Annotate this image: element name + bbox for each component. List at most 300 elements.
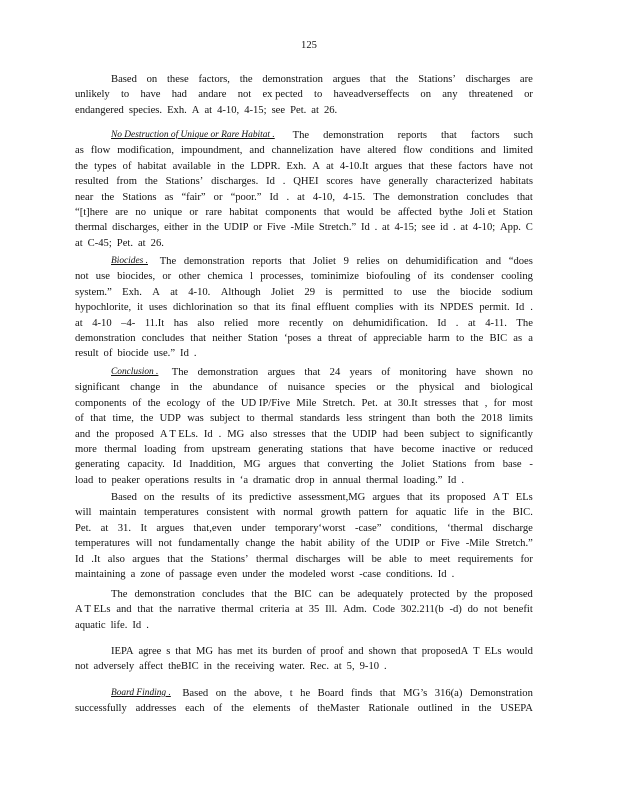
word: is <box>325 286 333 298</box>
word: be <box>340 589 351 600</box>
word: system.” <box>75 286 112 298</box>
word: its <box>424 302 435 314</box>
text-line <box>75 457 533 472</box>
word: Id <box>172 459 182 471</box>
word: . <box>384 661 387 673</box>
word: Id <box>266 176 275 188</box>
word: temporary‘worst <box>274 522 346 534</box>
word: in <box>193 222 202 234</box>
word: uses <box>148 302 168 314</box>
word: complies <box>355 302 394 314</box>
word: see <box>421 222 436 234</box>
word: the <box>147 397 161 409</box>
word: successfully <box>75 703 127 715</box>
word: assessment,MG <box>298 492 366 503</box>
word: of <box>381 367 391 378</box>
word: biocide <box>460 286 492 298</box>
word: ‘poses <box>283 332 312 344</box>
word: -Mile <box>290 222 315 234</box>
word: result <box>75 348 99 360</box>
text-line <box>75 190 533 205</box>
word: relies <box>356 256 380 267</box>
word: Exh. <box>286 160 307 172</box>
word: passage <box>179 568 213 580</box>
word: on <box>332 317 344 329</box>
word: argues <box>156 522 184 534</box>
word: finds <box>351 688 373 699</box>
word: threatened <box>468 89 513 101</box>
text-line <box>75 300 533 315</box>
word: load <box>75 474 94 486</box>
word: that <box>137 604 154 616</box>
word: the <box>96 428 110 440</box>
word: have <box>493 160 514 172</box>
word: sodium <box>501 286 533 298</box>
section-heading: Biocides . <box>111 256 148 266</box>
word: has <box>173 317 188 329</box>
word: the <box>144 176 158 188</box>
word: that <box>303 459 320 471</box>
word: Id <box>437 317 447 329</box>
word: biofouling <box>366 271 411 283</box>
word: the <box>206 222 219 234</box>
word: condenser <box>450 271 494 283</box>
word: processes, <box>260 271 304 283</box>
word: are <box>519 74 533 85</box>
word: as <box>513 332 523 344</box>
word: scores <box>326 176 353 188</box>
word: 11.It <box>144 317 165 329</box>
word: ELs <box>484 646 502 657</box>
word: The <box>516 317 533 329</box>
word: hypochlorite, <box>75 302 132 314</box>
word: for <box>520 553 533 565</box>
word: or <box>162 271 172 283</box>
word: demonstration <box>397 191 459 203</box>
word: UDP <box>159 413 181 425</box>
word: or <box>213 191 223 203</box>
word: that <box>175 646 192 657</box>
word: at <box>170 286 178 298</box>
word: of <box>132 397 142 409</box>
word: Ill. <box>325 604 338 616</box>
word: the <box>436 286 450 298</box>
word: outlined <box>417 703 453 715</box>
word: had <box>171 89 187 101</box>
word: thermal <box>75 222 108 234</box>
word: impoundment, <box>180 145 243 157</box>
word: the <box>491 507 505 519</box>
word: reports <box>397 130 428 141</box>
word: the <box>189 382 203 394</box>
word: appreciable <box>373 332 423 344</box>
word: it <box>137 302 143 314</box>
text-line <box>75 365 533 380</box>
word: at <box>467 317 476 329</box>
word: -Mile <box>465 538 490 550</box>
word: 4-15; <box>244 104 267 116</box>
word: t <box>289 688 293 699</box>
word: . <box>282 176 286 188</box>
word: the <box>281 538 295 550</box>
word: habitats <box>500 176 533 188</box>
word: at <box>204 104 213 116</box>
word: at <box>100 522 109 534</box>
paragraph <box>75 128 533 251</box>
word: components <box>75 397 127 409</box>
word: proposed <box>493 589 533 600</box>
word: a <box>130 568 136 580</box>
word: are <box>115 206 129 218</box>
word: would <box>346 206 374 218</box>
word: 4-10. <box>188 286 211 298</box>
word: UD IP/Five <box>240 397 291 409</box>
word: at <box>460 222 469 234</box>
word: annual <box>332 474 362 486</box>
word: Pet. <box>361 397 378 409</box>
word: demonstration <box>183 256 245 267</box>
word: life <box>454 507 469 519</box>
word: 26. <box>323 104 338 116</box>
word: limited <box>502 145 533 157</box>
word: of <box>206 397 216 409</box>
word: BIC. <box>512 507 533 519</box>
word: the <box>274 589 288 600</box>
word: predictive <box>249 492 292 503</box>
word: will <box>135 538 153 550</box>
word: 4-10, <box>312 191 335 203</box>
word: use <box>95 271 110 283</box>
word: Inaddition, <box>189 459 236 471</box>
word: have <box>373 443 394 455</box>
word: Stretch. <box>322 397 356 409</box>
word: more <box>75 443 97 455</box>
word: of <box>165 568 175 580</box>
word: elements <box>252 703 291 715</box>
word: concludes <box>466 191 509 203</box>
word: Id <box>515 302 525 314</box>
word: significantly <box>479 428 533 440</box>
word: 2018 <box>481 413 503 425</box>
word: has <box>217 646 233 657</box>
word: characterized <box>435 176 493 188</box>
word: adversely <box>93 661 135 673</box>
word: The <box>292 130 310 141</box>
word: a <box>528 332 533 344</box>
word: Joliet <box>401 459 425 471</box>
word: relied <box>224 317 249 329</box>
word: also <box>197 317 215 329</box>
word: IEPA <box>111 646 134 657</box>
word: or <box>253 222 263 234</box>
word: have <box>360 176 381 188</box>
word: at <box>75 237 83 249</box>
word: 4-10.It <box>339 160 369 172</box>
word: its <box>433 271 444 283</box>
word: habitat <box>229 206 259 218</box>
word: habit <box>300 538 322 550</box>
word: ELs <box>515 492 533 503</box>
word: maintaining <box>75 568 126 580</box>
word: stresses <box>423 397 457 409</box>
word: shown <box>485 367 513 378</box>
word: its <box>232 492 243 503</box>
word: inactive <box>441 443 476 455</box>
word: or <box>425 538 435 550</box>
word: would <box>506 646 533 657</box>
word: aquatic <box>75 619 106 631</box>
word: modeled <box>289 568 326 580</box>
word: at <box>297 191 305 203</box>
word: l <box>250 271 253 283</box>
word: adequately <box>357 589 404 600</box>
word: the <box>474 589 488 600</box>
word: 24 <box>329 367 341 378</box>
word: the <box>190 553 204 565</box>
word: Id <box>360 222 370 234</box>
word: Rationale <box>368 703 409 715</box>
word: Id <box>180 348 189 360</box>
text-line <box>75 552 533 567</box>
word: use <box>412 286 427 298</box>
word: reports <box>252 256 282 267</box>
word: been <box>403 428 424 440</box>
word: the <box>140 413 154 425</box>
word: The <box>111 589 128 600</box>
word: results <box>193 474 222 486</box>
word: s <box>166 646 171 657</box>
word: 4-15. <box>343 191 366 203</box>
word: species. <box>128 104 163 116</box>
word: the <box>470 332 484 344</box>
word: final <box>291 302 311 314</box>
word: MG <box>243 459 261 471</box>
word: A T ELs. <box>159 428 198 440</box>
word: ecology <box>166 397 201 409</box>
word: with <box>256 507 276 519</box>
word: . <box>461 474 464 486</box>
word: argues <box>372 492 400 503</box>
word: monitoring <box>399 367 447 378</box>
word: also <box>250 428 268 440</box>
word: results <box>181 492 210 503</box>
word: Five <box>266 222 286 234</box>
text-line <box>75 567 533 582</box>
word: each <box>185 703 205 715</box>
word: and <box>485 256 502 267</box>
word: argues <box>267 367 296 378</box>
word: .It <box>91 553 101 565</box>
word: loading.” <box>403 474 443 486</box>
text-line <box>75 659 533 674</box>
word: not <box>484 604 498 616</box>
word: Exh. <box>167 104 187 116</box>
word: Id <box>437 568 447 580</box>
word: generating <box>258 443 303 455</box>
word: use.” <box>153 348 176 360</box>
word: these <box>166 74 189 85</box>
word: at <box>334 661 342 673</box>
word: the <box>216 661 230 673</box>
word: such <box>513 130 533 141</box>
word: Mile <box>296 397 317 409</box>
word: . <box>451 568 455 580</box>
word: flow <box>90 145 111 157</box>
word: of <box>216 492 226 503</box>
word: stresses <box>273 428 306 440</box>
word: growth <box>320 507 351 519</box>
word: Pet. <box>290 104 307 116</box>
word: in <box>170 382 179 394</box>
word: Stations’ <box>210 553 249 565</box>
word: argues <box>268 459 296 471</box>
word: demonstration <box>323 130 384 141</box>
word: be <box>380 206 391 218</box>
word: in <box>226 474 235 486</box>
text-line <box>75 128 533 143</box>
word: habitat <box>137 160 167 172</box>
word: of <box>103 348 113 360</box>
word: its <box>429 492 440 503</box>
page-number: 125 <box>301 40 317 51</box>
word: not <box>75 271 89 283</box>
word: It <box>140 522 147 534</box>
word: limits <box>508 413 533 425</box>
word: Station <box>247 332 278 344</box>
word: aquatic <box>415 507 447 519</box>
word: on <box>420 89 431 101</box>
word: abundance <box>212 382 259 394</box>
word: at <box>75 317 83 329</box>
word: argues <box>374 160 403 172</box>
word: normal <box>283 507 314 519</box>
word: and <box>348 646 364 657</box>
word: that <box>289 256 306 267</box>
word: will <box>347 553 365 565</box>
word: “fair” <box>181 191 206 203</box>
text-line <box>75 316 533 331</box>
word: Joliet <box>271 286 295 298</box>
word: to <box>414 553 423 565</box>
text-line <box>75 87 533 102</box>
word: the <box>375 538 389 550</box>
word: loading <box>144 443 177 455</box>
word: harm <box>428 332 450 344</box>
word: the <box>271 568 285 580</box>
word: pattern <box>358 507 388 519</box>
word: App. <box>500 222 521 234</box>
word: factors <box>458 160 488 172</box>
word: at <box>311 104 319 116</box>
word: that <box>323 206 340 218</box>
text-line <box>75 72 533 87</box>
word: stringent <box>368 413 406 425</box>
word: Stretch.” <box>495 538 533 550</box>
word: converting <box>327 459 373 471</box>
word: to <box>98 474 107 486</box>
word: of <box>122 160 132 172</box>
word: that <box>440 130 457 141</box>
word: so <box>238 302 248 314</box>
word: permit. <box>479 302 510 314</box>
word: thermal <box>255 553 289 565</box>
word: bythe <box>439 206 463 218</box>
word: demonstration <box>134 589 196 600</box>
word: proposed <box>115 428 154 440</box>
text-line <box>75 521 533 536</box>
word: more <box>257 317 280 329</box>
word: change <box>130 382 161 394</box>
word: and <box>75 428 91 440</box>
paragraph <box>75 644 533 675</box>
word: factors <box>470 130 500 141</box>
word: the <box>101 191 115 203</box>
word: endangered <box>75 104 124 116</box>
word: theMaster <box>317 703 360 715</box>
word: fundamentally <box>178 538 240 550</box>
word: proposedA <box>421 646 469 657</box>
text-line <box>75 236 533 251</box>
word: discharges. <box>211 176 259 188</box>
word: under <box>242 568 267 580</box>
word: or <box>189 206 199 218</box>
word: A <box>152 286 160 298</box>
word: demonstration <box>75 332 136 344</box>
word: that <box>516 191 533 203</box>
word: that <box>167 553 184 565</box>
word: Adm. <box>342 604 367 616</box>
word: the <box>159 604 173 616</box>
word: haveadverseffects <box>333 89 410 101</box>
text-line <box>75 396 533 411</box>
word: nuisance <box>287 382 325 394</box>
word: to <box>246 413 255 425</box>
word: that <box>253 302 270 314</box>
word: generally <box>388 176 428 188</box>
word: effluent <box>316 302 350 314</box>
word: life. <box>110 619 128 631</box>
word: thermal <box>221 604 254 616</box>
word: biocides, <box>117 271 156 283</box>
word: unique <box>153 206 183 218</box>
word: discharges <box>295 553 341 565</box>
word: discharge <box>492 522 533 534</box>
word: benefit <box>503 604 533 616</box>
word: QHEI <box>293 176 319 188</box>
word: at <box>382 222 390 234</box>
word: “poor.” <box>230 191 262 203</box>
paragraph <box>75 490 533 582</box>
word: consistent <box>206 507 249 519</box>
word: . <box>218 428 222 440</box>
word: either <box>164 222 189 234</box>
text-line <box>75 269 533 284</box>
text-line <box>75 536 533 551</box>
text-line <box>75 587 533 602</box>
word: requirements <box>457 553 514 565</box>
word: that <box>408 160 425 172</box>
word: biocide <box>117 348 149 360</box>
word: was <box>187 413 204 425</box>
word: the <box>478 703 492 715</box>
word: with <box>399 302 419 314</box>
text-line <box>75 427 533 442</box>
word: 316(a) <box>434 688 463 699</box>
word: he <box>300 688 311 699</box>
word: 4-15; <box>394 222 417 234</box>
word: that <box>369 74 386 85</box>
word: types <box>94 160 117 172</box>
